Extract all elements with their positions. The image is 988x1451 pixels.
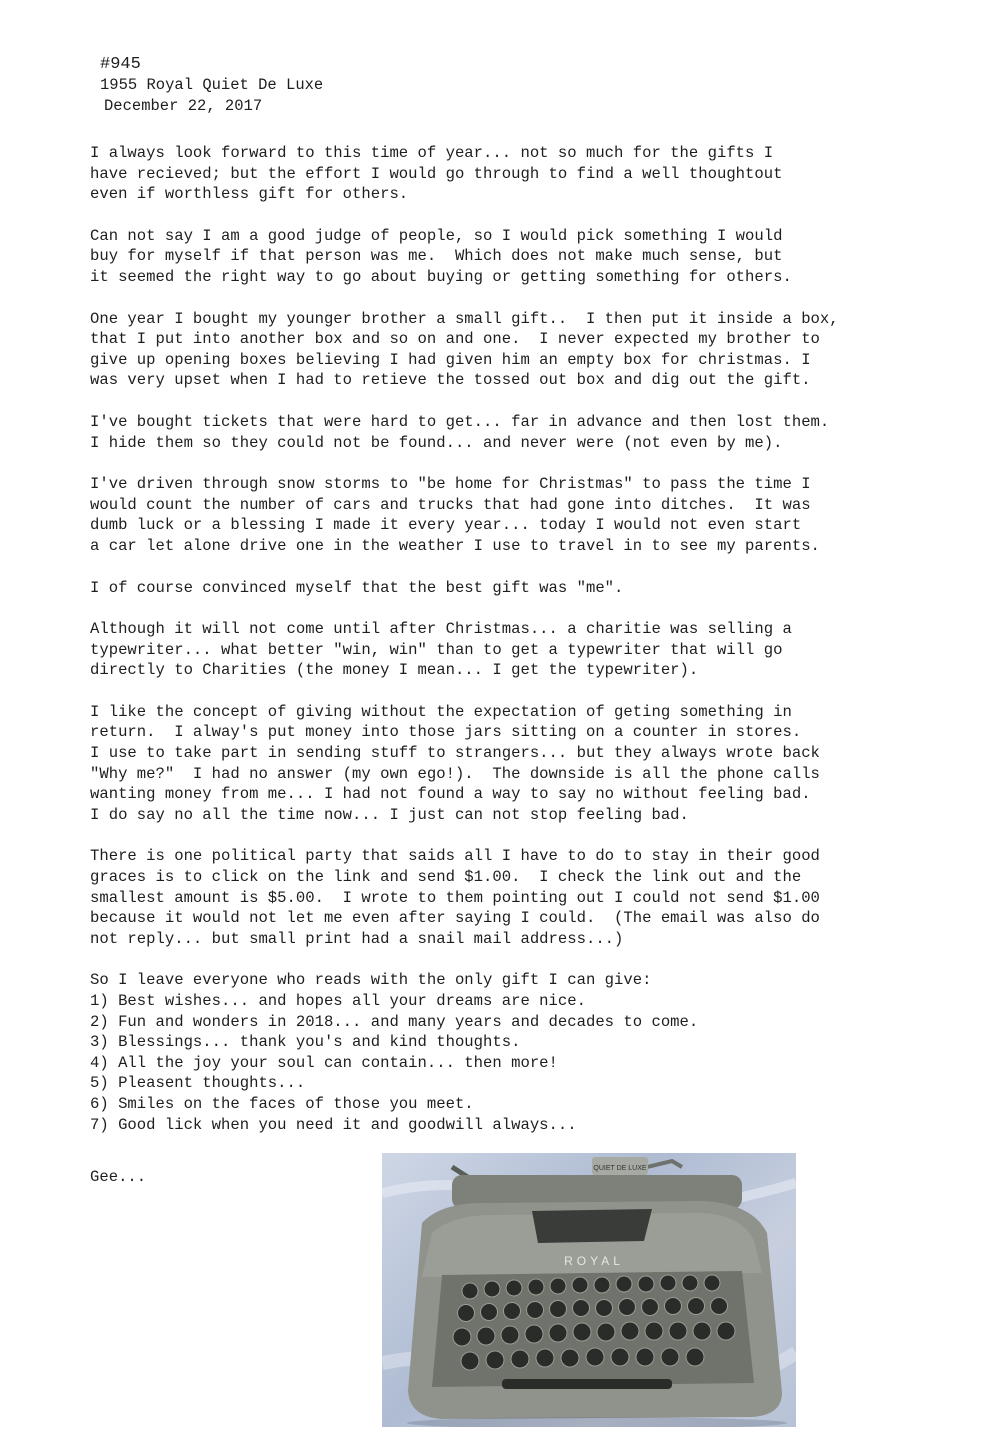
paragraph-line: Can not say I am a good judge of people, so I would pick something I would xyxy=(90,226,783,245)
paragraph-line: graces is to click on the link and send $1.00. I check the link out and the xyxy=(90,868,802,887)
paragraph-line: directly to Charities (the money I mean... I get the typewriter). xyxy=(90,661,699,680)
letter-paragraph xyxy=(90,412,940,453)
paragraph-line: not reply... but small print had a snail mail address...) xyxy=(90,929,624,948)
paragraphs-container xyxy=(90,143,940,949)
letter-paragraph xyxy=(90,578,940,599)
paragraph-line: a car let alone drive one in the weather I use to travel in to see my parents. xyxy=(90,536,820,555)
gift-intro: So I leave everyone who reads with the only gift I can give: xyxy=(90,971,652,990)
paragraph-line: would count the number of cars and trucks that had gone into ditches. It was xyxy=(90,495,811,514)
brand-plate: ROYAL xyxy=(564,1254,624,1268)
paragraph-line: it seemed the right way to go about buying or getting something for others. xyxy=(90,267,792,286)
paragraph-line: One year I bought my younger brother a small gift.. I then put it inside a box, xyxy=(90,309,839,328)
paragraph-line: Although it will not come until after Christmas... a charitie was selling a xyxy=(90,620,792,639)
paragraph-line: that I put into another box and so on and one. I never expected my brother to xyxy=(90,330,820,349)
typewriter-model: 1955 Royal Quiet De Luxe xyxy=(100,76,324,94)
gift-list-item: 5) Pleasent thoughts... xyxy=(90,1074,306,1093)
letter-paragraph xyxy=(90,309,940,391)
letter-number: #945 xyxy=(100,55,141,74)
model-badge-text: QUIET DE LUXE xyxy=(593,1165,647,1172)
gift-list-item: 6) Smiles on the faces of those you meet. xyxy=(90,1094,474,1113)
typewriter-photo xyxy=(382,1153,796,1427)
gift-list-item: 7) Good lick when you need it and goodwill always... xyxy=(90,1115,577,1134)
letter-header xyxy=(100,54,323,117)
space-bar xyxy=(502,1379,672,1389)
paragraph-line: There is one political party that saids all I have to do to stay in their good xyxy=(90,847,820,866)
paragraph-line: even if worthless gift for others. xyxy=(90,185,409,204)
paragraph-line: I do say no all the time now... I just can not stop feeling bad. xyxy=(90,805,689,824)
paragraph-line: I've bought tickets that were hard to get... far in advance and then lost them. xyxy=(90,412,830,431)
gift-section xyxy=(90,970,940,1135)
paragraph-line: "Why me?" I had no answer (my own ego!). The downside is all the phone calls xyxy=(90,764,820,783)
paragraph-line: dumb luck or a blessing I made it every year... today I would not even start xyxy=(90,516,802,535)
paragraph-line: typewriter... what better "win, win" than to get a typewriter that will go xyxy=(90,640,783,659)
gift-list-item: 3) Blessings... thank you's and kind thoughts. xyxy=(90,1033,521,1052)
paragraph-line: because it would not let me even after saying I could. (The email was also do xyxy=(90,909,820,928)
paragraph-line: I like the concept of giving without the expectation of geting something in xyxy=(90,702,792,721)
letter-paragraph xyxy=(90,143,940,205)
gift-list-item: 2) Fun and wonders in 2018... and many years and decades to come. xyxy=(90,1012,699,1031)
paragraph-line: I hide them so they could not be found... and never were (not even by me). xyxy=(90,433,783,452)
letter-paragraph xyxy=(90,702,940,826)
paragraph-line: buy for myself if that person was me. Which does not make much sense, but xyxy=(90,247,783,266)
letter-paragraph xyxy=(90,226,940,288)
paragraph-line: return. I alway's put money into those jars sitting on a counter in stores. xyxy=(90,723,802,742)
paragraph-line: smallest amount is $5.00. I wrote to them pointing out I could not send $1.00 xyxy=(90,888,820,907)
letter-paragraph xyxy=(90,474,940,556)
letter-date: December 22, 2017 xyxy=(104,97,263,115)
paragraph-line: give up opening boxes believing I had given him an empty box for christmas. I xyxy=(90,350,811,369)
paragraph-line: have recieved; but the effort I would go through to find a well thoughtout xyxy=(90,164,783,183)
paragraph-line: was very upset when I had to retieve the tossed out box and dig out the gift. xyxy=(90,371,811,390)
signoff: Gee... xyxy=(90,1168,147,1186)
paragraph-line: I of course convinced myself that the best gift was "me". xyxy=(90,578,624,597)
typewriter-illustration xyxy=(382,1153,796,1427)
paragraph-line: wanting money from me... I had not found a way to say no without feeling bad. xyxy=(90,785,811,804)
paragraph-line: I use to take part in sending stuff to strangers... but they always wrote back xyxy=(90,744,820,763)
letter-paragraph xyxy=(90,619,940,681)
letter-paragraph xyxy=(90,846,940,949)
paragraph-line: I always look forward to this time of year... not so much for the gifts I xyxy=(90,144,774,162)
gift-list-item: 1) Best wishes... and hopes all your dreams are nice. xyxy=(90,992,586,1010)
letter-body xyxy=(90,143,940,1156)
paragraph-line: I've driven through snow storms to "be home for Christmas" to pass the time I xyxy=(90,475,811,494)
gift-list-item: 4) All the joy your soul can contain... then more! xyxy=(90,1053,558,1072)
gift-list xyxy=(90,991,940,1135)
